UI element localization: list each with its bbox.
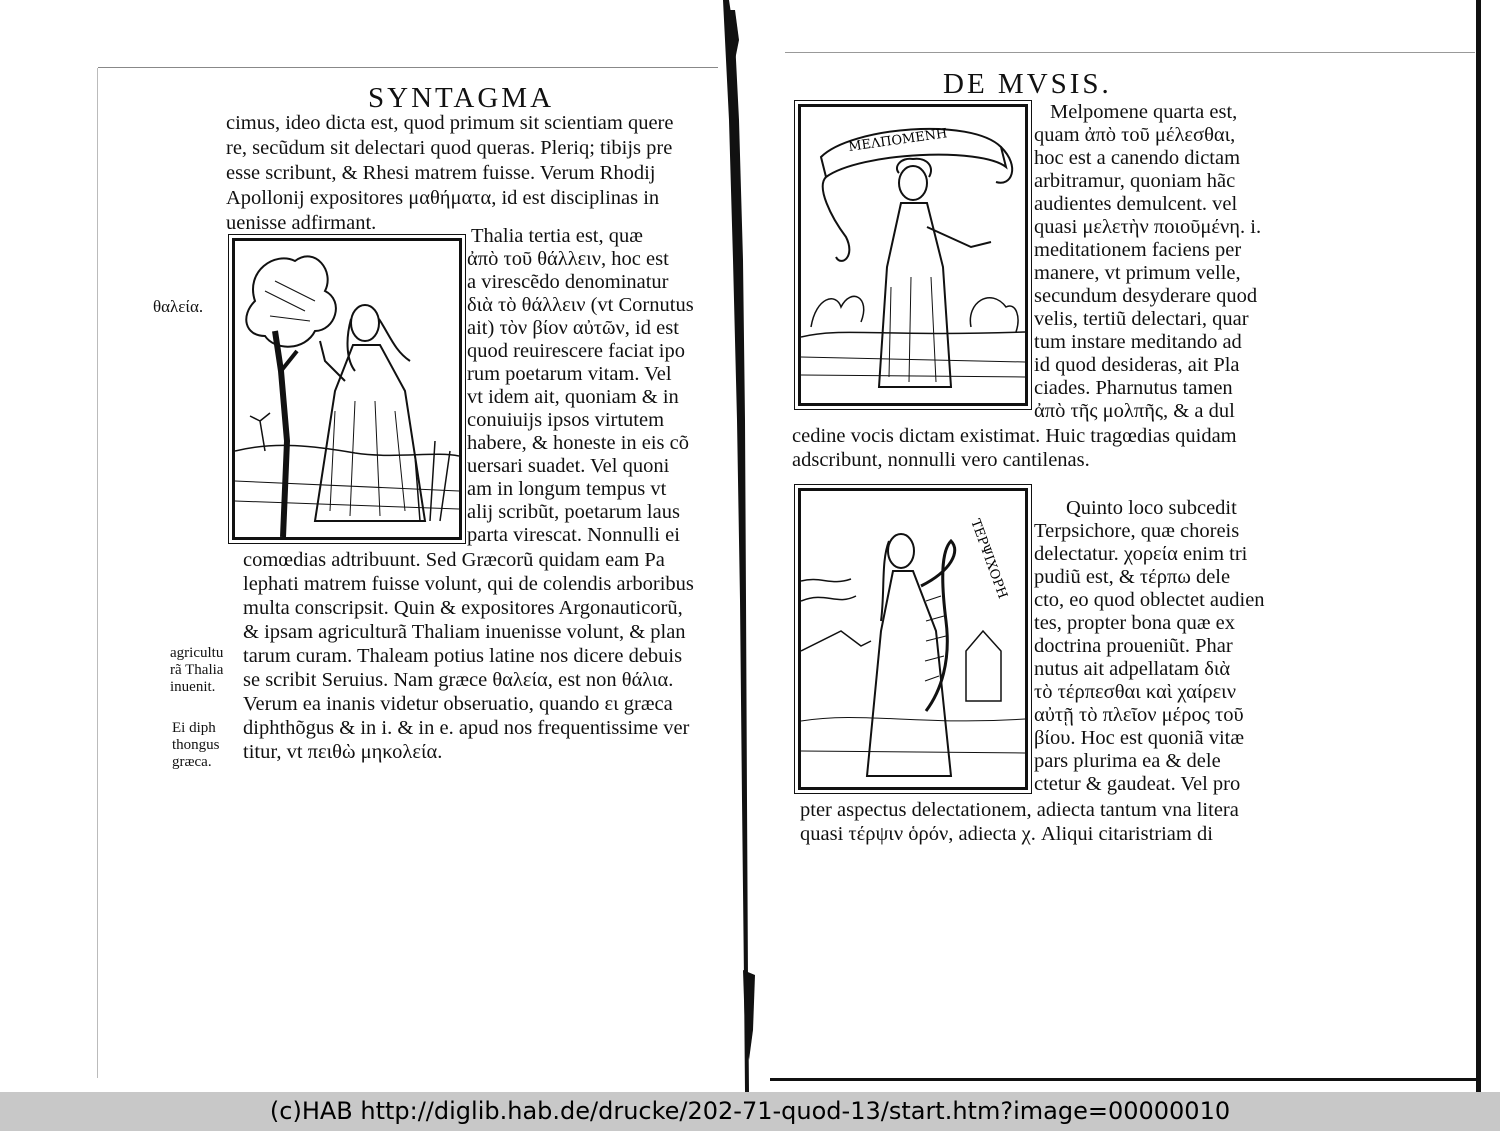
right-text-line: Quinto loco subcedit [1066, 497, 1237, 519]
left-page-left-rule [97, 68, 98, 1078]
left-text-line: parta virescat. Nonnulli ei [467, 524, 680, 546]
left-page-top-rule [98, 67, 718, 68]
left-text-line: διὰ τὸ θάλλειν (vt Cornutus [467, 294, 694, 316]
left-text-line: & ipsam agriculturã Thaliam inuenisse volunt, & plan [243, 621, 686, 643]
right-text-line: Terpsichore, quæ choreis [1034, 520, 1240, 542]
left-text-line: re, secũdum sit delectari quod queras. Pleriq; tibijs pre [226, 137, 673, 159]
margin-note-line: inuenit. [170, 679, 216, 695]
left-text-line: ἀπὸ τοῦ θάλλειν, hoc est [467, 248, 669, 270]
right-text-line: pudiũ est, & τέρπω dele [1034, 566, 1231, 588]
margin-note-agriculture [170, 645, 223, 696]
right-text-line: cedine vocis dictam existimat. Huic tragœdias quidam [792, 425, 1237, 447]
margin-note-line: græca. [172, 754, 212, 770]
left-text-line: uenisse adfirmant. [226, 212, 377, 234]
right-text-line: βίου. Hoc est quoniã vitæ [1034, 727, 1245, 749]
left-text-line: a virescẽdo denominatur [467, 271, 669, 293]
right-text-line: ctetur & gaudeat. Vel pro [1034, 773, 1241, 795]
right-text-line: ἀπὸ τῆς μολπῆς, & a dul [1034, 400, 1235, 422]
right-text-line: quasi μελετὴν ποιοῦμένη. i. [1034, 216, 1262, 238]
right-text-line: quam ἀπὸ τοῦ μέλεσθαι, [1034, 124, 1236, 146]
left-text-line: se scribit Seruius. Nam græce θαλεία, est non θάλια. [243, 669, 674, 691]
thalia-woodcut [232, 238, 462, 540]
left-text-line: diphthõgus & in i. & in e. apud nos frequentissime ver [243, 717, 690, 739]
left-text-line: rum poetarum vitam. Vel [467, 363, 672, 385]
margin-note-line: thongus [172, 737, 220, 753]
right-text-line: arbitramur, quoniam hãc [1034, 170, 1236, 192]
left-text-line: Apollonij expositores μαθήματα, id est disciplinas in [226, 187, 660, 209]
margin-note-line: rã Thalia [170, 662, 224, 678]
left-text-line: cimus, ideo dicta est, quod primum sit scientiam quere [226, 112, 674, 134]
right-text-line: delectatur. χορεία enim tri [1034, 543, 1248, 565]
right-text-line: pars plurima ea & dele [1034, 750, 1221, 772]
left-text-line: quod reuirescere faciat ipo [467, 340, 685, 362]
terpsichore-label: ΤΕΡΨΙΧΟΡΗ [967, 517, 1010, 601]
right-text-line: doctrina proueniũt. Phar [1034, 635, 1233, 657]
right-text-line: id quod desideras, ait Pla [1034, 354, 1240, 376]
melpomene-woodcut [798, 104, 1028, 406]
right-text-line: velis, tertiũ delectari, quar [1034, 308, 1249, 330]
melpomene-illustration [801, 107, 1025, 403]
right-page-top-rule [785, 52, 1475, 53]
thalia-illustration [235, 241, 459, 537]
margin-note-line: agricultu [170, 645, 224, 661]
right-page-edge [1476, 0, 1481, 1092]
right-text-line: nutus ait adpellatam διὰ [1034, 658, 1231, 680]
left-text-line: uersari suadet. Vel quoni [467, 455, 670, 477]
book-spine [715, 0, 765, 1092]
terpsichore-woodcut [798, 488, 1028, 790]
bottom-rule [770, 1078, 1476, 1081]
left-text-line: alij scribũt, poetarum laus [467, 501, 680, 523]
left-text-line: esse scribunt, & Rhesi matrem fuisse. Verum Rhodij [226, 162, 656, 184]
left-text-line: comœdias adtribuunt. Sed Græcorũ quidam eam Pa [243, 549, 665, 571]
terpsichore-illustration [801, 491, 1025, 787]
margin-note-greek: θαλεία. [153, 297, 204, 316]
margin-note-line: Ei diph [172, 720, 216, 736]
right-text-line: audientes demulcent. vel [1034, 193, 1238, 215]
right-text-line: cto, eo quod oblectet audien [1034, 589, 1265, 611]
right-text-line: hoc est a canendo dictam [1034, 147, 1241, 169]
left-text-line: tarum curam. Thaleam potius latine nos dicere debuis [243, 645, 683, 667]
right-text-line: Melpomene quarta est, [1050, 101, 1238, 123]
right-text-line: pter aspectus delectationem, adiecta tantum vna litera [800, 799, 1239, 821]
left-text-line: vt idem ait, quoniam & in [467, 386, 679, 408]
left-text-line: multa conscripsit. Quin & expositores Argonauticorũ, [243, 597, 683, 619]
melpomene-scroll-label: ΜΕΛΠΟΜΕΝΗ [847, 126, 949, 155]
left-text-line: lephati matrem fuisse volunt, qui de colendis arboribus [243, 573, 694, 595]
left-text-line: titur, vt πειθὼ μηκολεία. [243, 741, 443, 763]
right-text-line: adscribunt, nonnulli vero cantilenas. [792, 449, 1090, 471]
right-text-line: tes, propter bona quæ ex [1034, 612, 1235, 634]
right-text-line: secundum desyderare quod [1034, 285, 1258, 307]
right-text-line: tum instare meditando ad [1034, 331, 1242, 353]
left-text-line: Verum ea inanis videtur obseruatio, quando ει græca [243, 693, 673, 715]
left-text-line: conuiuijs ipsos virtutem [467, 409, 665, 431]
left-text-line: am in longum tempus vt [467, 478, 667, 500]
margin-note-diphthong [172, 720, 220, 771]
left-running-head: SYNTAGMA [368, 82, 555, 114]
right-text-line: τὸ τέρπεσθαι καὶ χαίρειν [1034, 681, 1236, 703]
right-text-line: ciades. Pharnutus tamen [1034, 377, 1233, 399]
left-text-line: Thalia tertia est, quæ [471, 225, 643, 247]
left-text-line: ait) τὸν βίον αὐτῶν, id est [467, 317, 679, 339]
left-text-line: habere, & honeste in eis cõ [467, 432, 690, 454]
right-text-line: αὐτῇ τὸ πλεῖον μέρος τοῦ [1034, 704, 1244, 726]
copyright-footer: (c)HAB http://diglib.hab.de/drucke/202-71-quod-13/start.htm?image=00000010 [0, 1092, 1500, 1131]
right-running-head: DE MVSIS. [943, 68, 1112, 100]
right-text-line: manere, vt primum velle, [1034, 262, 1241, 284]
right-text-line: quasi τέρψιν ὁρόν, adiecta χ. Aliqui citaristriam di [800, 823, 1213, 845]
right-text-line: meditationem faciens per [1034, 239, 1242, 261]
